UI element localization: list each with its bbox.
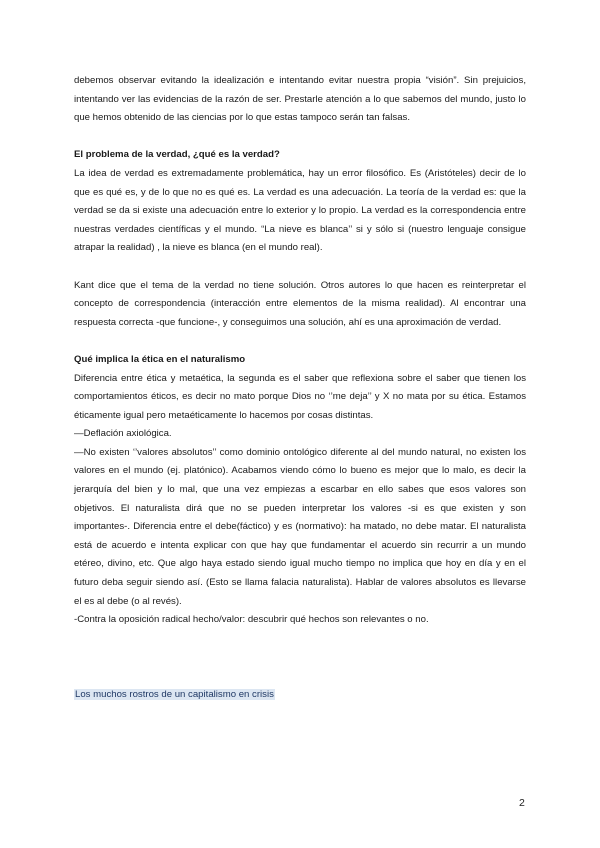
highlighted-heading-text: Los muchos rostros de un capitalismo en crisis [75, 688, 274, 700]
ethics-item-absolute-values: —No existen ‘’valores absolutos’’ como dominio ontológico diferente al del mundo natural, no existen los valores en el mundo (ej. platónico). Acabamos viendo cómo lo bueno es mejor que lo malo, es decir la jerarquía del bien y lo mal, que una vez empiezas a escarbar en ello sabes que esos valores son objetivos. El naturalista dirá que no se pueden interpretar los valores -si es que existen y son importantes-. Diferencia entre el debe(fáctico) y es (normativo): ha matado, no debe matar. El naturalista está de acuerdo e intenta explicar con que hay que fundamentar el acuerdo sin recurrir a un mundo etéreo, divino, etc. Que algo haya estado siendo igual mucho tiempo no implica que hoy en día y en el futuro deba seguir siendo así. (Esto se llama falacia naturalista). Hablar de valores absolutos es llevarse el es al debe (o al revés). [74, 446, 526, 607]
ethics-paragraph-1: Diferencia entre ética y metaética, la segunda es el saber que reflexiona sobre el saber que tienen los comportamientos éticos, es decir no mato porque Dios no ‘’me deja’’ y X no mata por su ética. Estamos éticamente igual pero metaéticamente lo hacemos por cosas distintas. [74, 372, 526, 421]
section-heading-ethics: Qué implica la ética en el naturalismo [74, 353, 246, 365]
spacer [74, 332, 526, 351]
spacer [74, 667, 526, 686]
truth-paragraph-1: La idea de verdad es extremadamente problemática, hay un error filosófico. Es (Aristóteles) decir de lo que es qué es, y de lo que no es qué es. La verdad es una adecuación. La teoría de la verdad es: que la verdad se da si existe una adecuación entre lo exterior y lo propio. La verdad es la correspondencia entre nuestras verdades científicas y el mundo. “La nieve es blanca’’ si y sólo si (nuestro lenguaje consigue atrapar la realidad) , la nieve es blanca (en el mundo real). [74, 167, 526, 254]
truth-paragraph-2: Kant dice que el tema de la verdad no tiene solución. Otros autores lo que hacen es reinterpretar el concepto de correspondencia (interacción entre elementos de la misma realidad). Al encontrar una respuesta correcta -que funcione-, y conseguimos una solución, ahí es una aproximación de verdad. [74, 279, 526, 328]
ethics-item-deflation: —Deflación axiológica. [74, 428, 172, 440]
intro-paragraph: debemos observar evitando la idealización e intentando evitar nuestra propia “visión”. Sin prejuicios, intentando ver las evidencias de la razón de ser. Prestarle atención a lo que sabemos del mundo, justo lo que hemos obtenido de las ciencias por lo que estas tampoco serán tan falsas. [74, 75, 526, 124]
ethics-item-fact-value: -Contra la oposición radical hecho/valor: descubrir qué hechos son relevantes o no. [74, 614, 429, 626]
section-heading-truth: El problema de la verdad, ¿qué es la verdad? [74, 149, 280, 161]
spacer [74, 128, 526, 147]
spacer [74, 648, 526, 667]
page-number: 2 [519, 797, 525, 809]
spacer [74, 630, 526, 649]
spacer [74, 258, 526, 277]
page-content [74, 72, 526, 704]
highlighted-heading [74, 686, 526, 705]
